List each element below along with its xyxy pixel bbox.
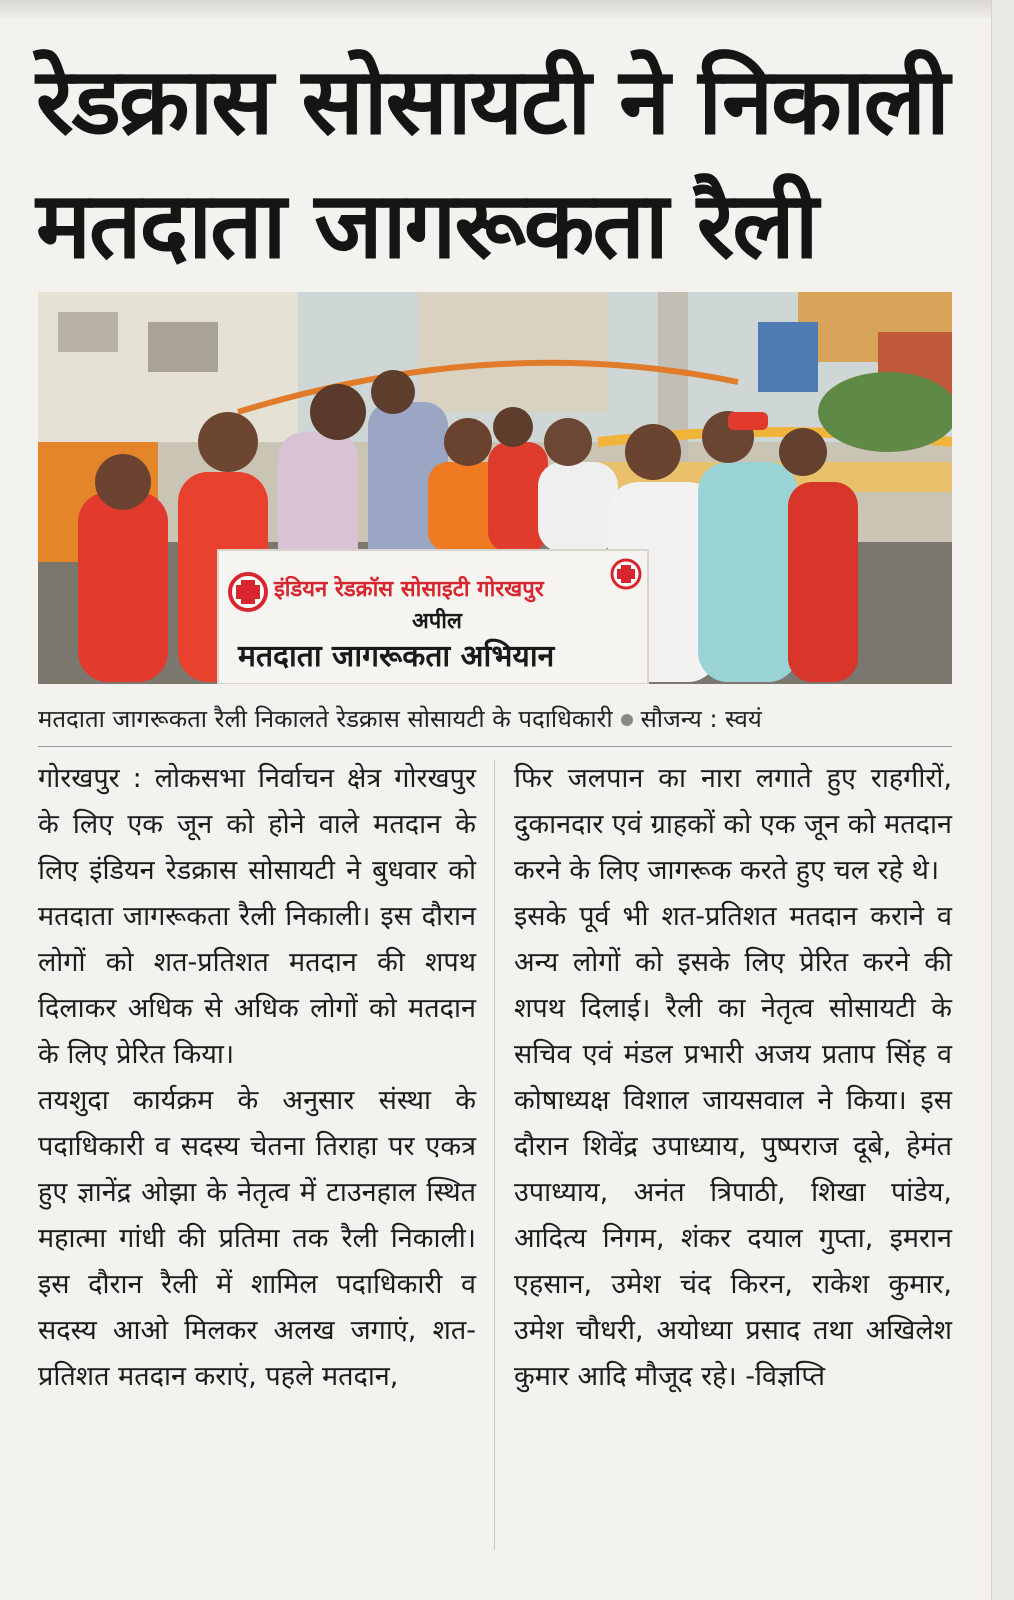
caption-credit: सौजन्य : स्वयं bbox=[640, 705, 762, 733]
bullet-dot-icon bbox=[621, 714, 633, 726]
previous-article-strip bbox=[0, 0, 1014, 18]
article-column-right bbox=[514, 756, 952, 1400]
banner-appeal-text: अपील bbox=[412, 609, 462, 634]
article-column-left bbox=[38, 756, 476, 1400]
caption-rule bbox=[38, 746, 952, 747]
photo-caption bbox=[38, 702, 952, 736]
banner-campaign-text: मतदाता जागरूकता अभियान bbox=[238, 639, 555, 674]
article-paragraph: गोरखपुर : लोकसभा निर्वाचन क्षेत्र गोरखपुर के लिए एक जून को होने वाले मतदान के लिए इंडियन रेडक्रास सोसायटी ने बुधवार को मतदाता जागरूकता रैली निकाली। इस दौरान लोगों को शत-प्रतिशत मतदान की शपथ दिलाकर अधिक से अधिक लोगों को मतदान के लिए प्रेरित किया। bbox=[38, 763, 476, 1070]
article-paragraph: इसके पूर्व भी शत-प्रतिशत मतदान कराने व अन्य लोगों को इसके लिए प्रेरित करने की शपथ दिलाई। रैली का नेतृत्व सोसायटी के सचिव एवं मंडल प्रभारी अजय प्रताप सिंह व कोषाध्यक्ष विशाल जायसवाल ने किया। इस दौरान शिवेंद्र उपाध्याय, पुष्पराज दूबे, हेमंत उपाध्याय, अनंत त्रिपाठी, शिखा पांडेय, आदित्य निगम, शंकर दयाल गुप्ता, इमरान एहसान, उमेश चंद किरन, राकेश कुमार, उमेश चौधरी, अयोध्या प्रसाद तथा अखिलेश कुमार आदि मौजूद रहे। -विज्ञप्ति bbox=[514, 901, 952, 1392]
headline: रेडक्रास सोसायटी ने निकाली मतदाता जागरूकता रैली bbox=[36, 48, 948, 279]
caption-text: मतदाता जागरूकता रैली निकालते रेडक्रास सोसायटी के पदाधिकारी bbox=[38, 705, 613, 733]
column-divider bbox=[494, 760, 495, 1550]
news-photo bbox=[38, 292, 952, 684]
article-paragraph: फिर जलपान का नारा लगाते हुए राहगीरों, दुकानदार एवं ग्राहकों को एक जून को मतदान करने के लिए जागरूक करते हुए चल रहे थे। bbox=[514, 763, 952, 886]
banner-org-text: इंडियन रेडक्रॉस सोसाइटी गोरखपुर bbox=[274, 577, 544, 602]
article-paragraph: तयशुदा कार्यक्रम के अनुसार संस्था के पदाधिकारी व सदस्य चेतना तिराहा पर एकत्र हुए ज्ञानेंद्र ओझा के नेतृत्व में टाउनहाल स्थित महात्मा गांधी की प्रतिमा तक रैली निकाली। इस दौरान रैली में शामिल पदाधिकारी व सदस्य आओ मिलकर अलख जगाएं, शत-प्रतिशत मतदान कराएं, पहले मतदान, bbox=[38, 1085, 476, 1392]
adjacent-column-edge bbox=[991, 0, 1014, 1600]
